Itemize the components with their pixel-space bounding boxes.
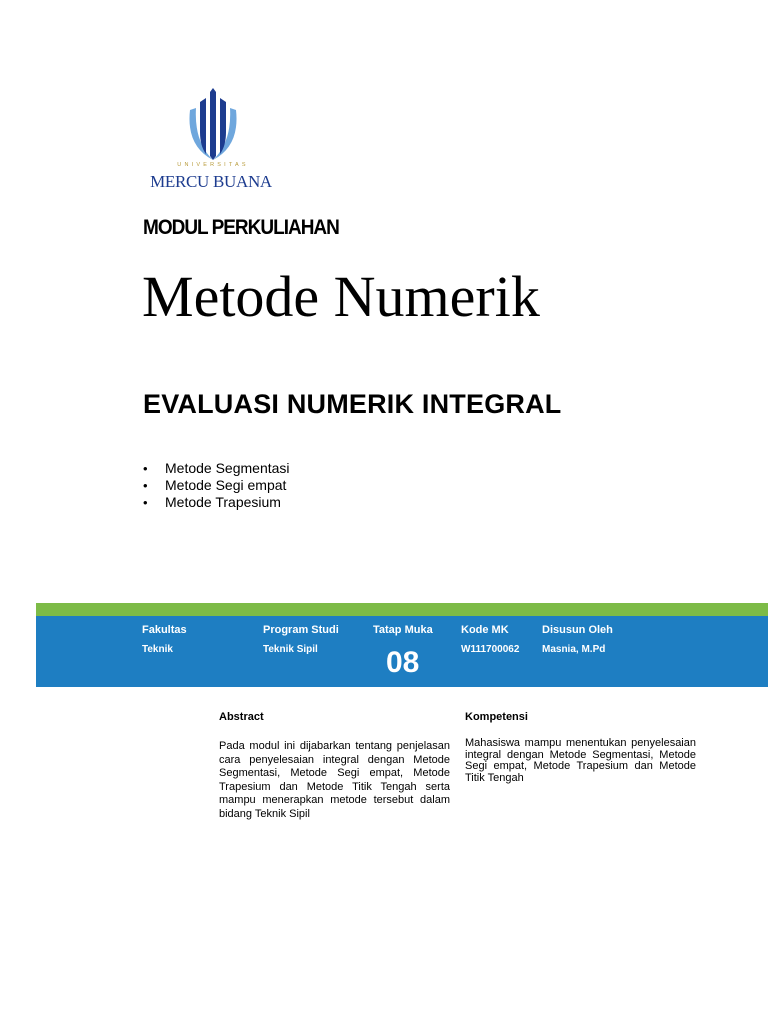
main-title: Metode Numerik — [142, 264, 540, 329]
logo-name-text: MERCU BUANA — [150, 172, 272, 191]
topic-list — [143, 460, 290, 511]
tatap-muka-value: 08 — [386, 646, 420, 679]
abstract-text: Pada modul ini dijabarkan tentang penjelasan cara penyelesaian integral dengan Metode Segmentasi, Metode Segi empat, Metode Trapesium dan Metode Titik Tengah serta mampu menerapkan metode tersebut dalam bidang Teknik Sipil — [219, 740, 450, 820]
logo-emblem-icon — [142, 88, 280, 164]
kompetensi-text: Mahasiswa mampu menentukan penyelesaian integral dengan Metode Segmentasi, Metode Segi empat, Metode Trapesium dan Metode Titik Tengah — [465, 737, 696, 784]
disusun-oleh-label: Disusun Oleh — [542, 624, 613, 636]
abstract-title: Abstract — [219, 711, 264, 723]
kompetensi-title: Kompetensi — [465, 711, 528, 723]
tatap-muka-label: Tatap Muka — [373, 624, 433, 636]
bullet-icon: • — [143, 461, 148, 476]
disusun-oleh-value: Masnia, M.Pd — [542, 644, 606, 655]
topic-item — [143, 477, 290, 494]
green-stripe — [36, 603, 768, 616]
topic-label: Metode Segmentasi — [165, 460, 290, 476]
kode-mk-label: Kode MK — [461, 624, 509, 636]
subtitle: EVALUASI NUMERIK INTEGRAL — [143, 389, 562, 419]
logo-small-text: UNIVERSITAS — [177, 162, 249, 168]
kode-mk-value: W111700062 — [461, 644, 520, 655]
topic-label: Metode Segi empat — [165, 477, 287, 493]
modul-label: MODUL PERKULIAHAN — [143, 216, 339, 240]
bullet-icon: • — [143, 478, 148, 493]
topic-label: Metode Trapesium — [165, 494, 281, 510]
info-bar — [36, 616, 768, 687]
bullet-icon: • — [143, 495, 148, 510]
prodi-value: Teknik Sipil — [263, 644, 318, 655]
topic-item — [143, 460, 290, 477]
prodi-label: Program Studi — [263, 624, 339, 636]
fakultas-value: Teknik — [142, 644, 173, 655]
university-logo — [142, 88, 280, 196]
fakultas-label: Fakultas — [142, 624, 187, 636]
topic-item — [143, 494, 290, 511]
